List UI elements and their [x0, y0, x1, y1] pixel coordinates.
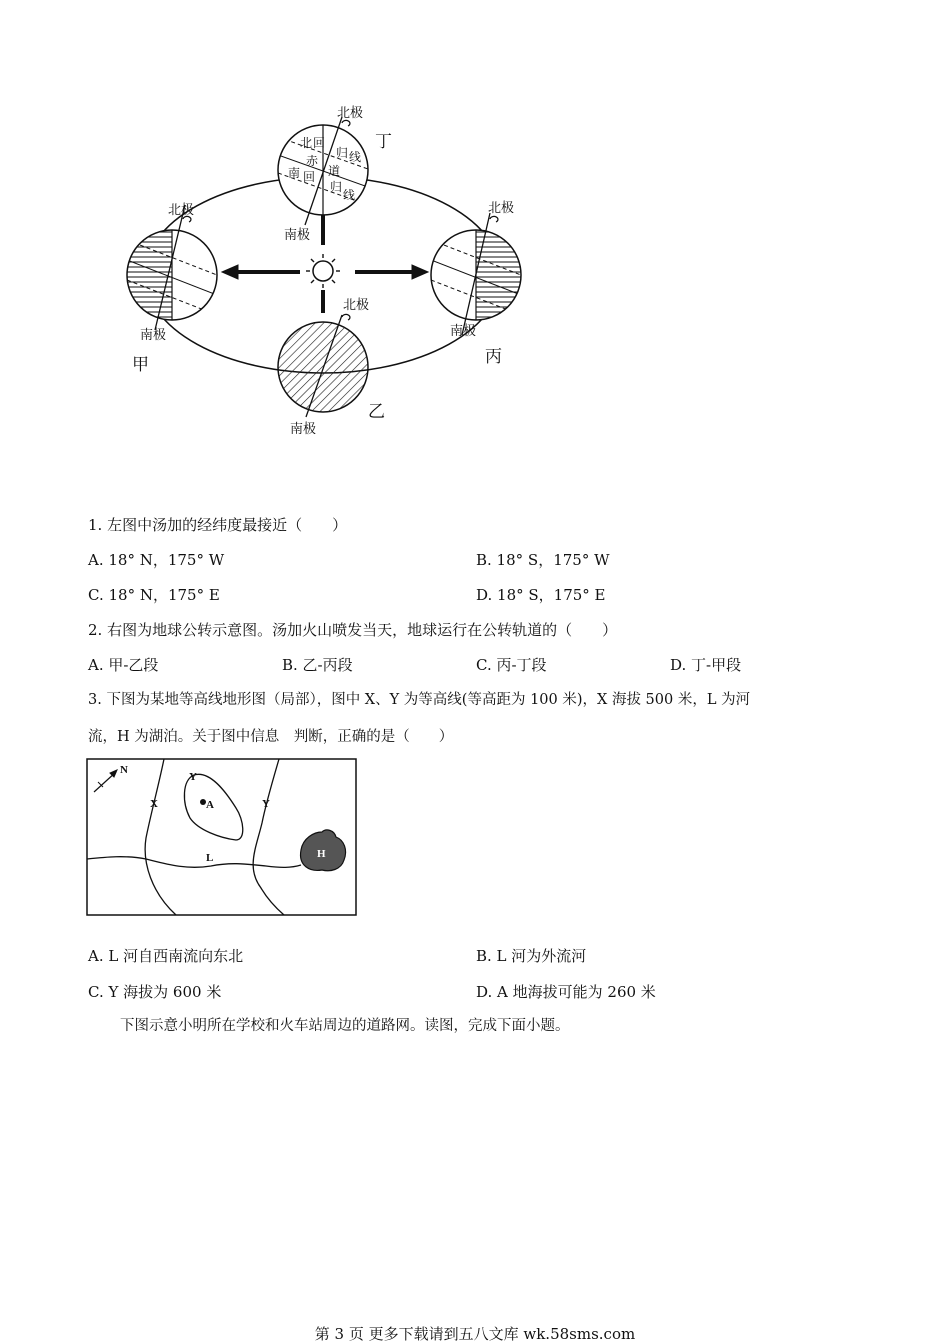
question-3-option-c: C. Y 海拔为 600 米 — [88, 983, 222, 1001]
north-pole-label-jia: 北极 — [168, 203, 195, 218]
position-label-ding: 丁 — [375, 132, 392, 152]
earth-bing — [431, 213, 521, 335]
tropic-south-char-3: 归 — [330, 180, 343, 194]
contour-label-y-closed: Y — [189, 771, 197, 783]
question-3-stem-line-1: 3. 下图为某地等高线地形图（局部），图中 X、Y 为等高线(等高距为 100 米)，X 海拔 500 米，L 为河 — [88, 692, 751, 708]
tropic-north-char-4: 线 — [349, 150, 362, 164]
north-pole-label-ding: 北极 — [337, 106, 364, 121]
question-1-option-b: B. 18° S，175° W — [476, 551, 610, 569]
question-1-option-c: C. 18° N，175° E — [88, 586, 220, 604]
lake-label-h: H — [317, 848, 326, 860]
tropic-south-char-4: 线 — [343, 188, 356, 202]
earth-orbit-diagram — [110, 95, 550, 445]
question-2-option-b: B. 乙-丙段 — [282, 656, 353, 674]
river-label-l: L — [206, 852, 214, 864]
question-2-option-d: D. 丁-甲段 — [670, 656, 742, 674]
point-label-a: A — [206, 799, 214, 811]
question-1-option-a: A. 18° N，175° W — [88, 551, 225, 569]
question-1-option-d: D. 18° S，175° E — [476, 586, 606, 604]
contour-label-x: X — [150, 798, 158, 810]
position-label-jia: 甲 — [132, 355, 149, 375]
south-pole-label-yi: 南极 — [290, 422, 317, 437]
question-2-option-a: A. 甲-乙段 — [88, 656, 159, 674]
tropic-north-char-1: 北 — [300, 136, 313, 150]
question-2-option-c: C. 丙-丁段 — [476, 656, 547, 674]
south-pole-label-jia: 南极 — [140, 328, 167, 343]
contour-map — [86, 758, 358, 918]
page-footer: 第 3 页 更多下载请到五八文库 wk.58sms.com — [314, 1325, 636, 1343]
question-3-stem-line-2: 流，H 为湖泊。关于图中信息 判断，正确的是（ ） — [88, 729, 454, 745]
tropic-north-char-2: 回 — [313, 136, 326, 150]
north-pole-label-bing: 北极 — [488, 201, 515, 216]
earth-yi — [278, 315, 368, 417]
question-3-option-b: B. L 河为外流河 — [476, 947, 587, 965]
question-1-stem: 1. 左图中汤加的经纬度最接近（ ） — [88, 516, 348, 534]
south-pole-label-bing: 南极 — [450, 324, 477, 339]
tropic-south-char-2: 回 — [303, 170, 316, 184]
equator-char-2: 道 — [328, 164, 341, 178]
next-section-intro: 下图示意小明所在学校和火车站周边的道路网。读图，完成下面小题。 — [120, 1018, 570, 1034]
question-3-option-d: D. A 地海拔可能为 260 米 — [476, 983, 656, 1001]
equator-char-1: 赤 — [306, 154, 319, 168]
question-3-option-a: A. L 河自西南流向东北 — [88, 947, 244, 965]
question-2-stem: 2. 右图为地球公转示意图。汤加火山喷发当天，地球运行在公转轨道的（ ） — [88, 621, 618, 639]
position-label-yi: 乙 — [368, 402, 385, 422]
sun-icon — [306, 254, 340, 288]
position-label-bing: 丙 — [485, 347, 502, 367]
north-pole-label-yi: 北极 — [343, 298, 370, 313]
tropic-south-char-1: 南 — [288, 166, 301, 180]
contour-label-y-right: Y — [262, 798, 270, 810]
tropic-north-char-3: 归 — [336, 146, 349, 160]
north-label: N — [120, 764, 128, 776]
south-pole-label-ding: 南极 — [284, 228, 311, 243]
